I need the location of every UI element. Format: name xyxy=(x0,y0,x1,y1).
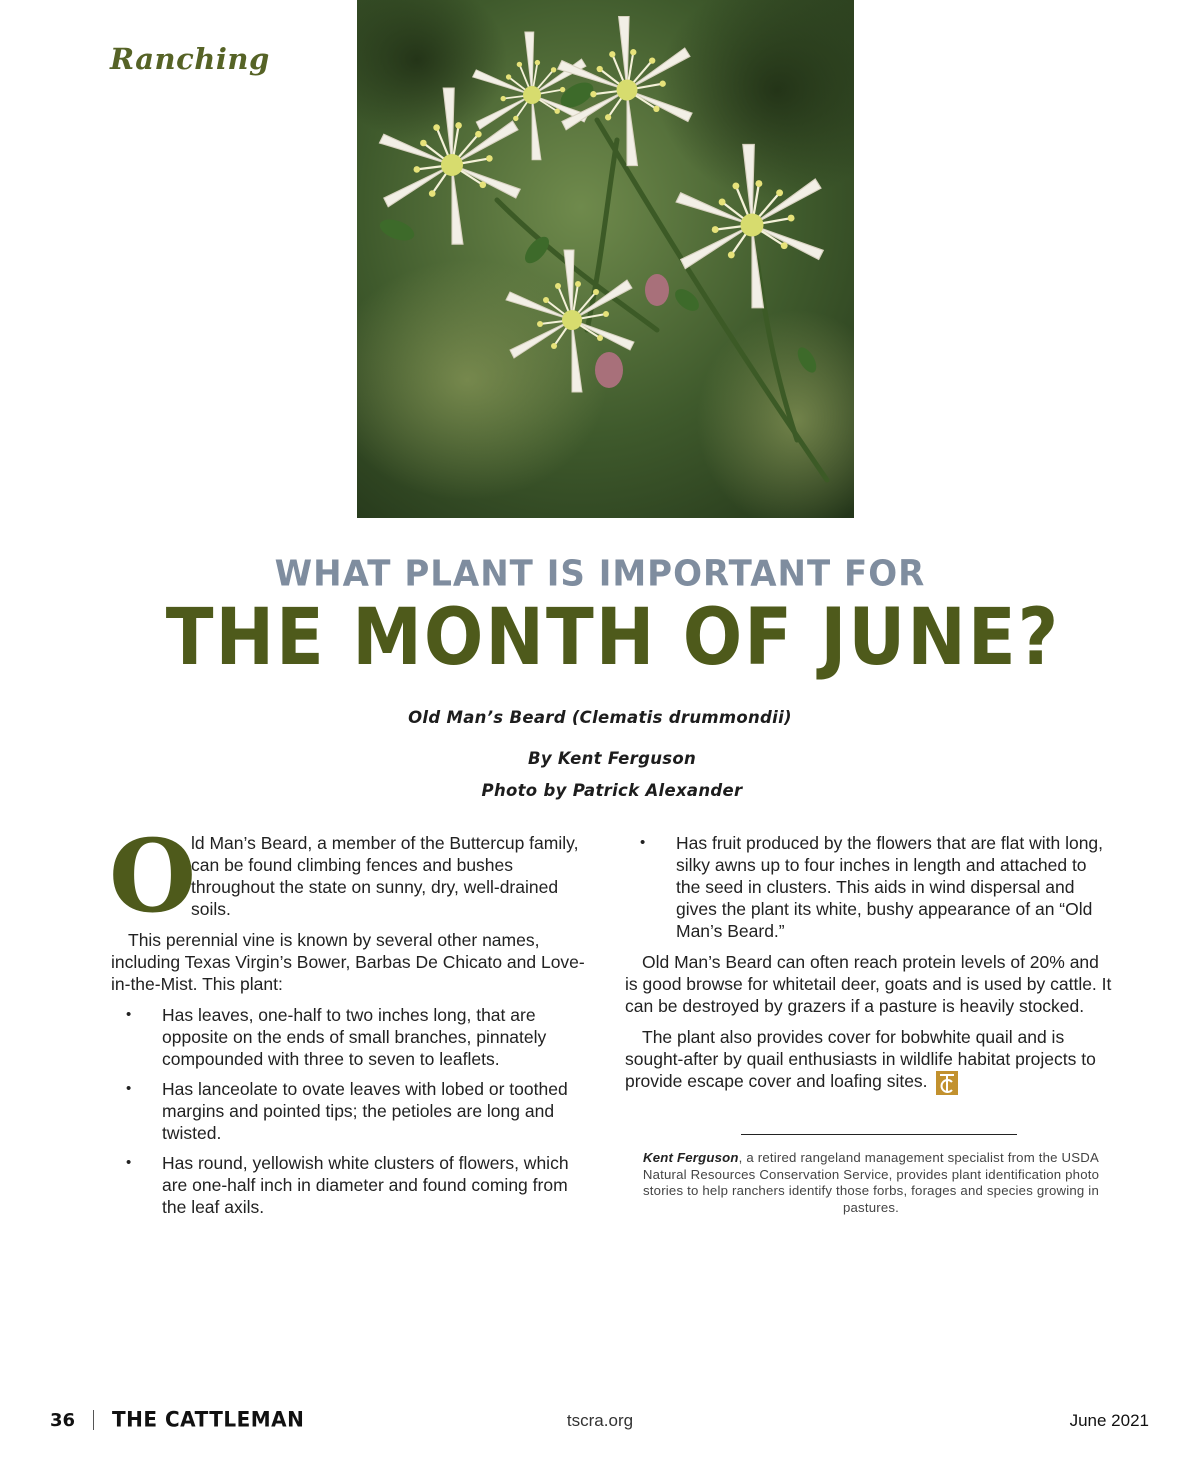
photo-credit: Photo by Patrick Alexander xyxy=(481,781,743,800)
plant-features-list xyxy=(111,1004,596,1218)
names-paragraph: This perennial vine is known by several other names, including Texas Virgin’s Bower, Barbas De Chicato and Love-in-the-Mist. This plant: xyxy=(111,930,585,994)
end-mark-icon xyxy=(936,1071,958,1095)
section-label: Ranching xyxy=(110,42,270,76)
drop-cap: O xyxy=(109,817,197,935)
bio-divider xyxy=(741,1134,1017,1135)
list-item: • Has lanceolate to ovate leaves with lobed or toothed margins and pointed tips; the petioles are long and twisted. xyxy=(111,1078,596,1144)
protein-paragraph: Old Man’s Beard can often reach protein levels of 20% and is good browse for whitetail deer, goats and is used by cattle. It can be destroyed by grazers if a pasture is heavily stocked. xyxy=(625,952,1112,1016)
clematis-flower-photo-icon xyxy=(357,0,854,518)
page-number: 36 xyxy=(50,1410,76,1431)
headline-kicker: WHAT PLANT IS IMPORTANT FOR xyxy=(274,553,926,595)
author-bio xyxy=(640,1150,1102,1216)
cover-paragraph-text: The plant also provides cover for bobwhite quail and is sought-after by quail enthusiasts in wildlife habitat projects to provide escape cover and loafing sites. xyxy=(625,1027,1096,1091)
article-column-right xyxy=(625,832,1113,1104)
list-item: • Has fruit produced by the flowers that are flat with long, silky awns up to four inches in length and attached to the seed in clusters. This aids in wind dispersal and gives the plant its white, bushy appearance of an “Old Man’s Beard.” xyxy=(625,832,1113,942)
list-item: • Has round, yellowish white clusters of flowers, which are one-half inch in diameter and found coming from the leaf axils. xyxy=(111,1152,596,1218)
author-name: Kent Ferguson xyxy=(643,1150,739,1165)
website-link[interactable]: tscra.org xyxy=(566,1411,634,1430)
cover-paragraph xyxy=(625,1026,1113,1095)
article-photo xyxy=(357,0,854,518)
plant-features-list-continued xyxy=(625,832,1113,942)
issue-date: June 2021 xyxy=(1069,1411,1149,1430)
article-subtitle: Old Man’s Beard (Clematis drummondii) xyxy=(408,708,792,727)
list-item: • Has leaves, one-half to two inches long, that are opposite on the ends of small branches, pinnately compounded with three to seven to leaflets. xyxy=(111,1004,596,1070)
article-byline: By Kent Ferguson xyxy=(527,749,697,768)
headline-title: THE MONTH OF JUNE? xyxy=(165,591,1061,683)
magazine-name: THE CATTLEMAN xyxy=(112,1406,305,1432)
intro-paragraph: ld Man’s Beard, a member of the Buttercup family, can be found climbing fences and bushes throughout the state on sunny, dry, well-drained soils. xyxy=(191,833,579,919)
author-bio-text: , a retired rangeland management specialist from the USDA Natural Resources Conservation Service, provides plant identification photo stories to help ranchers identify those forbs, forages and species growing in pastures. xyxy=(642,1150,1100,1215)
article-column-left xyxy=(109,817,596,1227)
